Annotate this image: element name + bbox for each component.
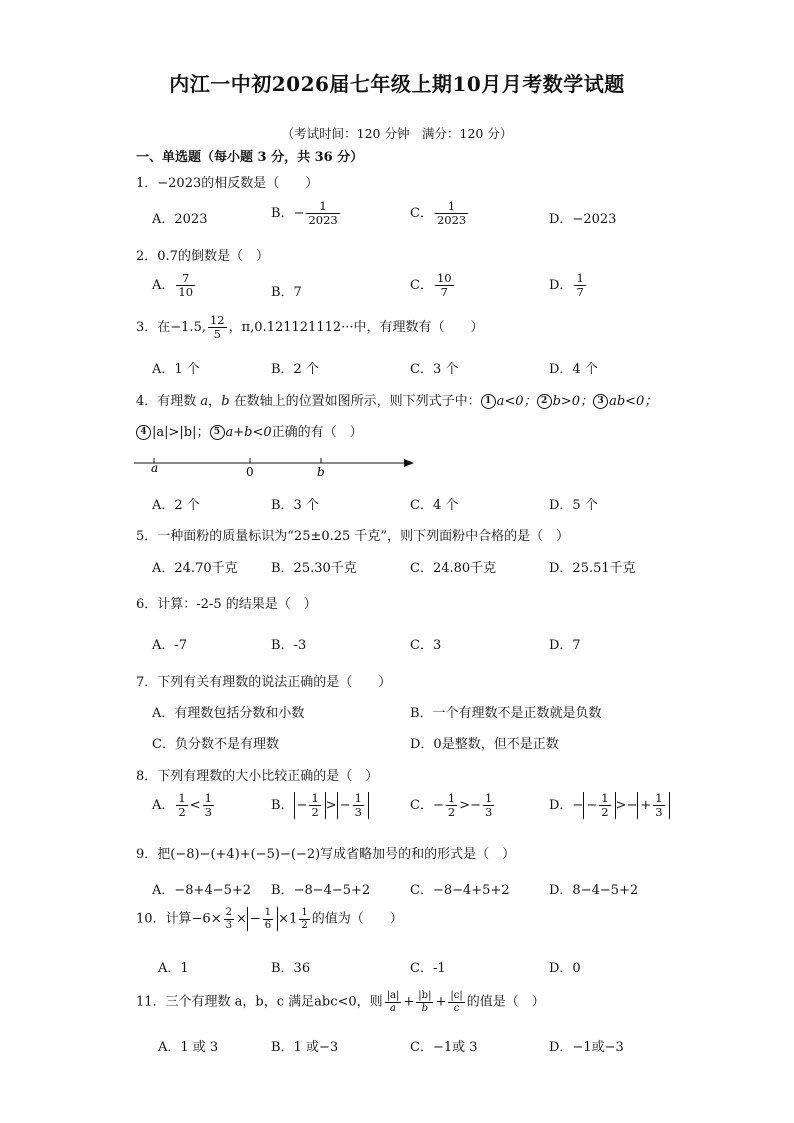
q11-option-c: C．−1或 3 bbox=[410, 1040, 478, 1055]
q11-option-d: D．−1或−3 bbox=[549, 1040, 624, 1055]
arrow-icon bbox=[404, 459, 414, 467]
q9-option-a: A．−8+4−5+2 bbox=[152, 883, 252, 898]
number-line-label-b: b bbox=[317, 465, 325, 479]
question-7-stem: 7．下列有关有理数的说法正确的是（ ） bbox=[136, 675, 392, 690]
page-title: 内江一中初2026届七年级上期10月月考数学试题 bbox=[169, 72, 625, 96]
q10-option-c: C．-1 bbox=[410, 961, 446, 976]
q6-option-b: B．-3 bbox=[271, 638, 307, 653]
q5-option-c: C．24.80千克 bbox=[410, 561, 497, 576]
q4-option-b: B．3 个 bbox=[271, 498, 319, 513]
q4-option-d: D．5 个 bbox=[549, 498, 598, 513]
question-1-stem: 1．−2023的相反数是（ ） bbox=[136, 176, 319, 191]
question-4-line-1: 4．有理数 a，b 在数轴上的位置如图所示，则下列式子中： 1 a<0； 2 b>0； 3 ab<0； bbox=[136, 394, 658, 409]
q8-option-c: C．− $\frac{1}{2}$ >− $\frac{1}{3}$ bbox=[410, 791, 493, 820]
q2-option-a: A． $\frac{7}{10}$ bbox=[152, 271, 194, 300]
question-6-stem: 6．计算：-2-5 的结果是（ ） bbox=[136, 597, 317, 612]
q2-option-b: B．7 bbox=[271, 285, 302, 300]
q7-option-a: A．有理数包括分数和小数 bbox=[152, 706, 305, 721]
q8-option-b: B． − $\frac{1}{2}$ > − $\frac{1}{3}$ bbox=[271, 792, 369, 819]
question-3-stem: 3．在−1.5, $\frac{12}{5}$ ，π,0.121121112···中，有理数有（ ） bbox=[136, 313, 484, 342]
q5-option-d: D．25.51千克 bbox=[549, 561, 636, 576]
q9-option-b: B．−8−4−5+2 bbox=[271, 883, 371, 898]
q8-option-a: A． $\frac{1}{2}$ < $\frac{1}{3}$ bbox=[152, 791, 212, 820]
question-10-stem: 10．计算−6× $\frac{2}{3}$ × − $\frac{1}{6}$ ×1 $\frac{1}{2}$ 的值为（ ） bbox=[136, 907, 403, 931]
q2-option-c: C． $\frac{10}{7}$ bbox=[410, 271, 452, 300]
q3-option-b: B．2 个 bbox=[271, 362, 319, 377]
q7-option-c: C．负分数不是有理数 bbox=[152, 737, 279, 752]
q1-option-d: D．−2023 bbox=[549, 212, 617, 227]
q8-option-d: D．− − $\frac{1}{2}$ >− + $\frac{1}{3}$ bbox=[549, 792, 670, 819]
q7-option-b: B．一个有理数不是正数就是负数 bbox=[410, 706, 602, 721]
q1-option-c: C． $\frac{1}{2023}$ bbox=[410, 199, 467, 228]
q4-option-a: A．2 个 bbox=[152, 498, 200, 513]
q3-option-d: D．4 个 bbox=[549, 362, 598, 377]
question-8-stem: 8．下列有理数的大小比较正确的是（ ） bbox=[136, 769, 379, 784]
q1-option-b: B．− $\frac{1}{2023}$ bbox=[271, 199, 338, 228]
q2-option-d: D． $\frac{1}{7}$ bbox=[549, 271, 584, 300]
q1-option-a: A．2023 bbox=[152, 212, 208, 227]
q3-option-a: A．1 个 bbox=[152, 362, 200, 377]
q9-option-d: D．8−4−5+2 bbox=[549, 883, 639, 898]
question-5-stem: 5．一种面粉的质量标识为“25±0.25 千克”，则下列面粉中合格的是（ ） bbox=[136, 529, 570, 544]
q10-option-b: B．36 bbox=[271, 961, 311, 976]
question-11-stem: 11．三个有理数 a，b，c 满足abc<0，则 $\frac{|a|}{a}$ + $\frac{|b|}{b}$ + $\frac{|c|}{c}$ 的值是（ ） bbox=[136, 990, 545, 1014]
q6-option-a: A．-7 bbox=[152, 638, 188, 653]
number-line-label-a: a bbox=[151, 461, 159, 475]
q3-option-c: C．3 个 bbox=[410, 362, 459, 377]
q4-option-c: C．4 个 bbox=[410, 498, 459, 513]
q6-option-c: C．3 bbox=[410, 638, 442, 653]
q9-option-c: C．−8−4+5+2 bbox=[410, 883, 510, 898]
number-line-label-0: 0 bbox=[246, 465, 254, 479]
q10-option-d: D．0 bbox=[549, 961, 581, 976]
q5-option-a: A．24.70千克 bbox=[152, 561, 238, 576]
q11-option-b: B．1 或−3 bbox=[271, 1040, 339, 1055]
question-2-stem: 2．0.7的倒数是（ ） bbox=[136, 249, 269, 264]
q10-option-a: A．1 bbox=[158, 961, 189, 976]
exam-info: （考试时间：120 分钟 满分：120 分） bbox=[281, 126, 513, 141]
q6-option-d: D．7 bbox=[549, 638, 581, 653]
q11-option-a: A．1 或 3 bbox=[158, 1040, 219, 1055]
question-9-stem: 9．把(−8)−(+4)+(−5)−(−2)写成省略加号的和的形式是（ ） bbox=[136, 847, 516, 862]
question-4-line-2: 4 |a|>|b|； 5 a+b<0正确的有（ ） bbox=[136, 421, 363, 440]
q5-option-b: B．25.30千克 bbox=[271, 561, 357, 576]
section-heading: 一、单选题（每小题 3 分，共 36 分） bbox=[136, 150, 364, 165]
number-line bbox=[134, 450, 418, 484]
q7-option-d: D．0是整数，但不是正数 bbox=[410, 737, 559, 752]
